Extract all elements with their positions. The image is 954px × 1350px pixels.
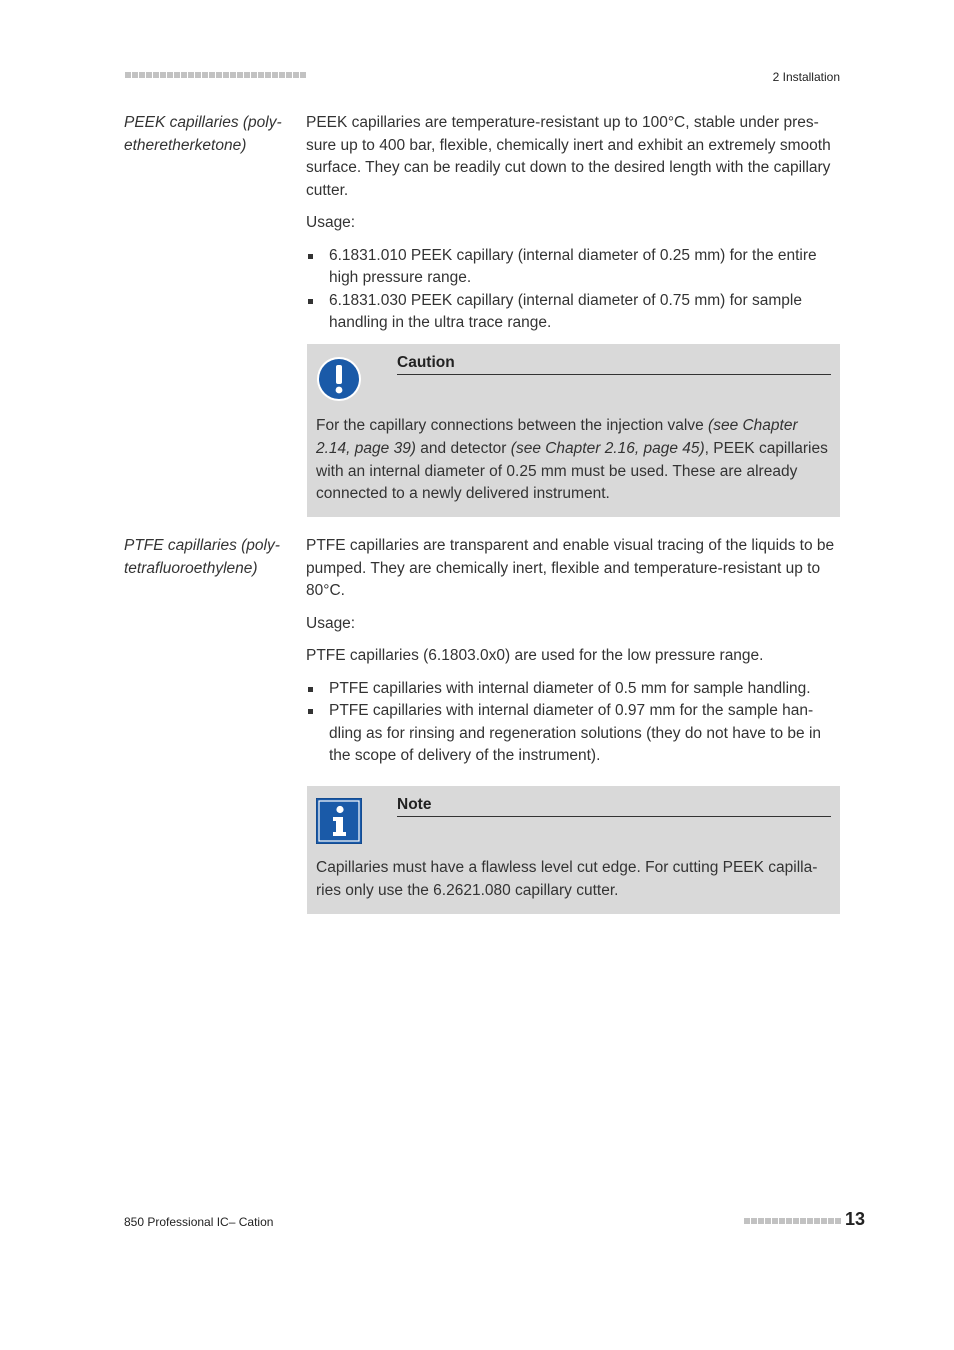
note-box [307,786,840,914]
ptfe-usage-label: Usage: [306,614,356,632]
header-squares [125,72,306,78]
caution-box [307,344,840,517]
caution-text-part: and detector [415,439,511,457]
page-number: 13 [845,1209,866,1229]
list-item: PTFE capillaries with internal diameter of 0.97 mm for the sample han-dling as for rinsing and regeneration solutions (they do not have to be in the scope of delivery of the instrument). [306,700,840,768]
note-title: Note [397,796,831,817]
info-icon [316,798,362,848]
caution-title: Caution [397,354,831,375]
exclamation-icon [316,356,362,406]
caution-text [316,415,828,506]
ptfe-side-label: PTFE capillaries (poly-tetrafluoroethylene) [124,537,280,577]
ptfe-usage-list [306,678,840,768]
ptfe-section [306,535,840,768]
list-item: 6.1831.030 PEEK capillary (internal diameter of 0.75 mm) for sample handling in the ultra trace range. [306,290,840,335]
ptfe-description: PTFE capillaries are transparent and enable visual tracing of the liquids to be pumped. They are chemically inert, flexible and temperature-resistant up to 80°C. [306,537,835,599]
list-item: PTFE capillaries with internal diameter of 0.5 mm for sample handling. [306,678,840,701]
footer-product: 850 Professional IC– Cation [124,1215,274,1229]
peek-usage-label: Usage: [306,214,356,231]
footer-squares [744,1218,841,1224]
list-item: 6.1831.010 PEEK capillary (internal diameter of 0.25 mm) for the entire high pressure range. [306,245,840,290]
header-section: 2 Installation [772,70,840,84]
chapter-link[interactable]: (see Chapter 2.16, page 45) [510,439,705,457]
peek-description: PEEK capillaries are temperature-resistant up to 100°C, stable under pres-sure up to 400 bar, flexible, chemically inert and exhibit an extremely smooth surface. They can be readily cut down to the desired length with the capillary cutter. [306,114,831,199]
peek-usage-list [306,245,840,335]
peek-side-label: PEEK capillaries (poly-etheretherketone) [124,114,282,154]
note-text: Capillaries must have a flawless level cut edge. For cutting PEEK capilla-ries only use the 6.2621.080 capillary cutter. [316,859,818,899]
peek-section [306,112,840,335]
caution-text-part: , PEEK capillaries with an internal diameter of 0.25 mm must be used. These are already connected to a newly delivered instrument. [316,439,828,503]
ptfe-usage-text: PTFE capillaries (6.1803.0x0) are used for the low pressure range. [306,647,764,664]
chapter-link[interactable]: (see Chapter 2.14, page 39) [316,417,798,457]
caution-text-part: For the capillary connections between the injection valve [316,417,709,434]
